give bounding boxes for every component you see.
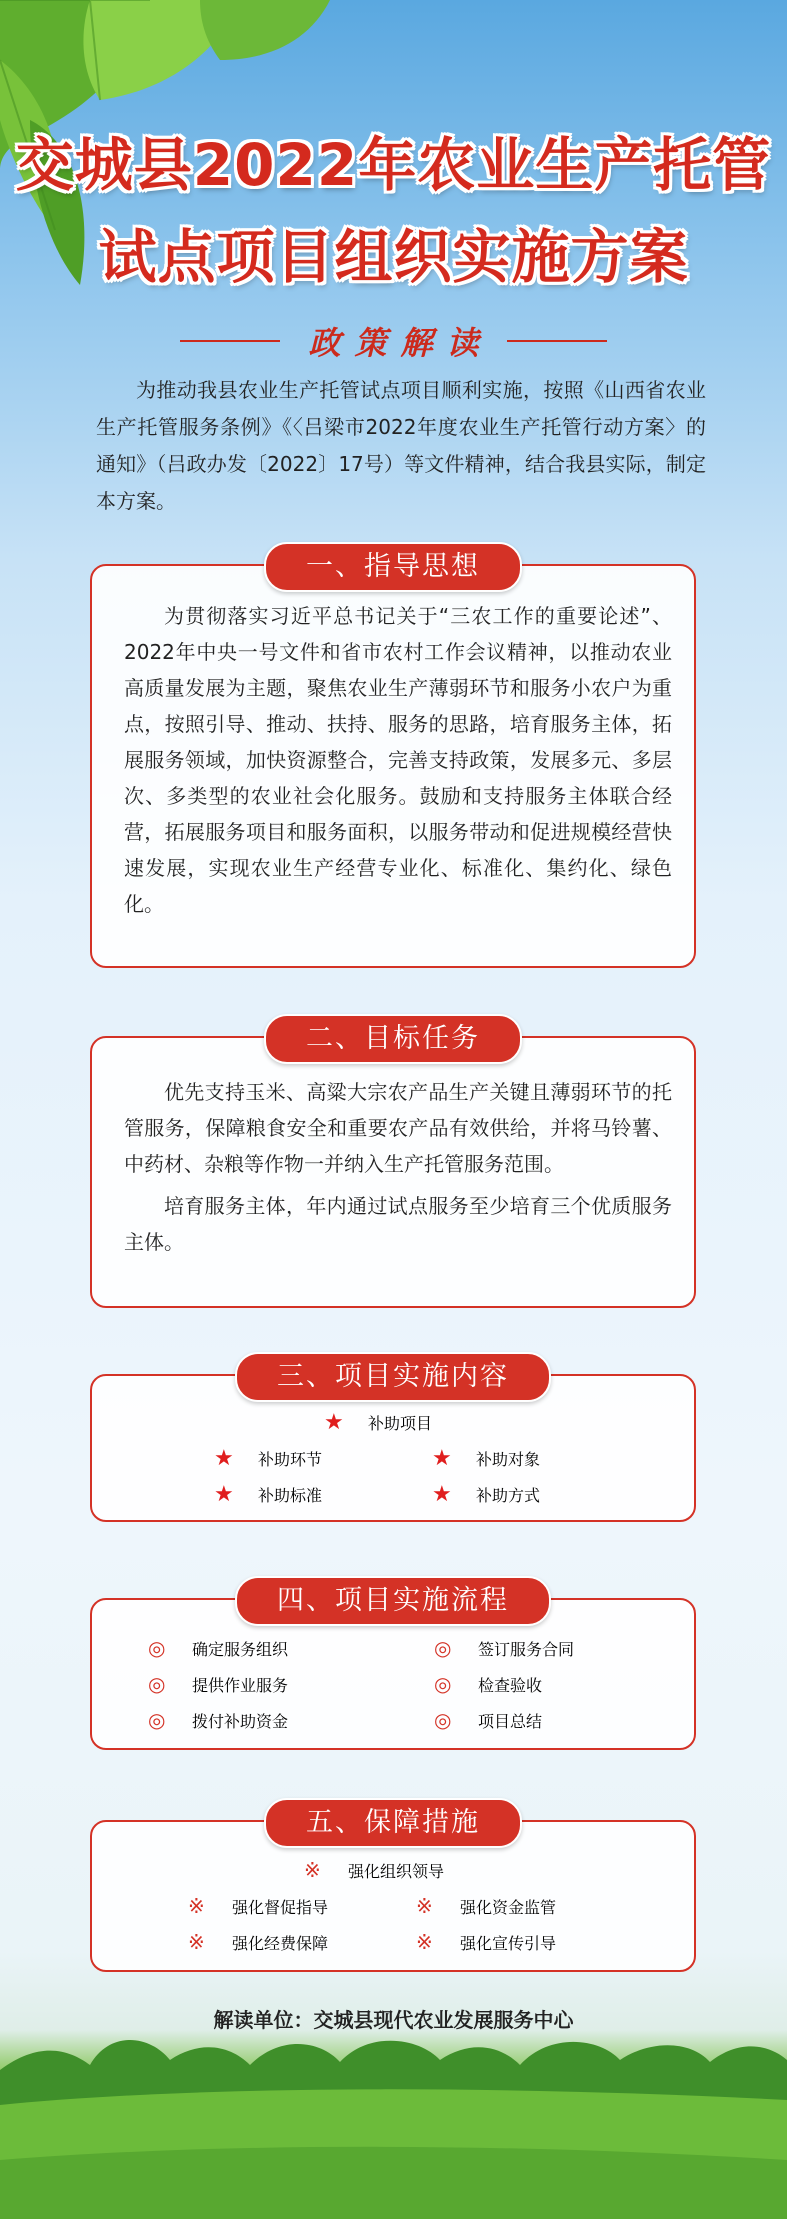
list-item: ★ 补助项目 — [324, 1410, 433, 1435]
list-item: ◎ 检查验收 — [434, 1672, 543, 1696]
reference-mark-icon: ※ — [304, 1858, 321, 1882]
section-goals — [90, 1023, 696, 1308]
section-heading: 三、项目实施内容 — [235, 1352, 551, 1402]
list-item: ★ 补助方式 — [432, 1482, 541, 1507]
section-text: 培育服务主体，年内通过试点服务至少培育三个优质服务主体。 — [124, 1194, 672, 1254]
main-title-line2: 试点项目组织实施方案 — [98, 223, 689, 291]
subtitle-row — [0, 318, 787, 364]
subtitle-right-line — [507, 340, 607, 342]
reference-mark-icon: ※ — [416, 1930, 433, 1954]
section-implementation-content — [90, 1361, 696, 1522]
star-icon: ★ — [214, 1446, 234, 1471]
section-implementation-process — [90, 1585, 696, 1750]
reference-mark-icon: ※ — [188, 1894, 205, 1918]
list-item: ◎ 拨付补助资金 — [148, 1708, 289, 1732]
bullseye-icon: ◎ — [434, 1636, 452, 1660]
grass-field-decoration — [0, 2010, 787, 2219]
section-heading: 二、目标任务 — [264, 1014, 522, 1064]
bullseye-icon: ◎ — [434, 1672, 452, 1696]
star-icon: ★ — [432, 1446, 452, 1471]
list-item: ※ 强化组织领导 — [304, 1858, 445, 1882]
main-title-line1: 交城县2022年农业生产托管 — [15, 131, 772, 199]
reference-mark-icon: ※ — [188, 1930, 205, 1954]
list-item: ◎ 确定服务组织 — [148, 1636, 289, 1660]
list-item: ※ 强化经费保障 — [188, 1930, 329, 1954]
section-text: 为贯彻落实习近平总书记关于“三农工作的重要论述”、2022年中央一号文件和省市农村工作会议精神，以推动农业高质量发展为主题，聚焦农业生产薄弱环节和服务小农户为重点，按照引导、推动、扶持、服务的思路，培育服务主体，拓展服务领域，加快资源整合，完善支持政策，发展多元、多层次、多类型的农业社会化服务。鼓励和支持服务主体联合经营，拓展服务项目和服务面积，以服务带动和促进规模经营快速发展，实现农业生产经营专业化、标准化、集约化、绿色化。 — [124, 604, 672, 916]
list-item: ※ 强化资金监管 — [416, 1894, 557, 1918]
list-item: ◎ 签订服务合同 — [434, 1636, 575, 1660]
reference-mark-icon: ※ — [416, 1894, 433, 1918]
bullseye-icon: ◎ — [148, 1708, 166, 1732]
section-text: 优先支持玉米、高粱大宗农产品生产关键且薄弱环节的托管服务，保障粮食安全和重要农产品有效供给，并将马铃薯、中药材、杂粮等作物一并纳入生产托管服务范围。 — [124, 1080, 672, 1176]
list-item: ※ 强化宣传引导 — [416, 1930, 557, 1954]
bullseye-icon: ◎ — [148, 1636, 166, 1660]
star-icon: ★ — [432, 1482, 452, 1507]
intro-paragraph: 为推动我县农业生产托管试点项目顺利实施，按照《山西省农业生产托管服务条例》《〈吕梁市2022年度农业生产托管行动方案〉的通知》（吕政办发〔2022〕17号）等文件精神，结合我县实际，制定本方案。 — [96, 378, 706, 513]
list-item: ※ 强化督促指导 — [188, 1894, 329, 1918]
section-guiding-ideology — [90, 551, 696, 968]
footer-issuer: 解读单位：交城县现代农业发展服务中心 — [213, 2008, 574, 2032]
list-item: ★ 补助环节 — [214, 1446, 323, 1471]
star-icon: ★ — [324, 1410, 344, 1435]
section-heading: 一、指导思想 — [264, 542, 522, 592]
subtitle-left-line — [180, 340, 280, 342]
bullseye-icon: ◎ — [434, 1708, 452, 1732]
star-icon: ★ — [214, 1482, 234, 1507]
section-heading: 五、保障措施 — [264, 1798, 522, 1848]
list-item: ◎ 提供作业服务 — [148, 1672, 289, 1696]
section-safeguards — [90, 1807, 696, 1972]
list-item: ★ 补助对象 — [432, 1446, 541, 1471]
list-item: ◎ 项目总结 — [434, 1708, 543, 1732]
bullseye-icon: ◎ — [148, 1672, 166, 1696]
subtitle: 政策解读 — [308, 324, 493, 362]
list-item: ★ 补助标准 — [214, 1482, 323, 1507]
section-heading: 四、项目实施流程 — [235, 1576, 551, 1626]
